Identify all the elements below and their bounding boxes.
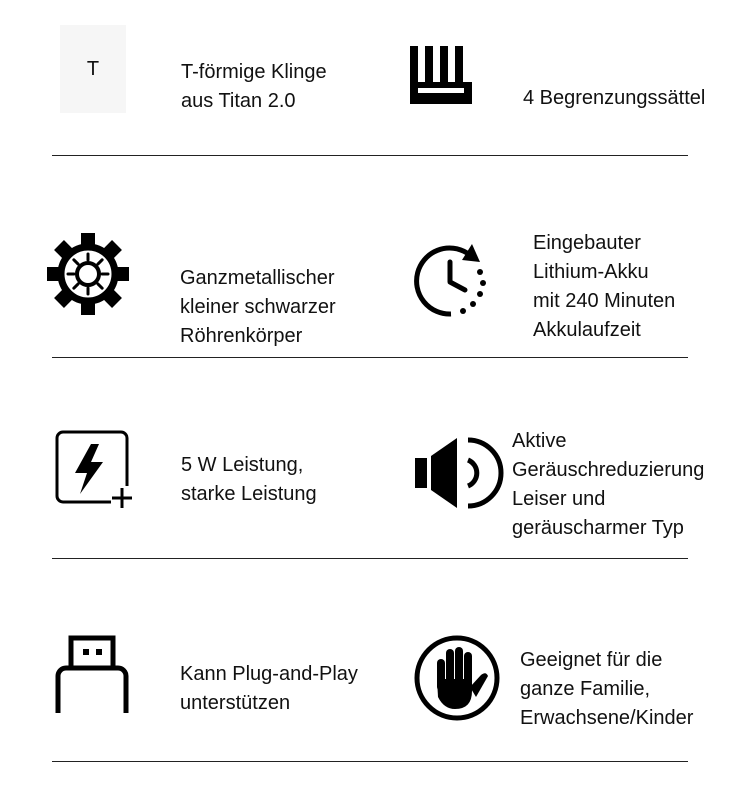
feature-line: Lithium-Akku xyxy=(533,261,649,283)
feature-line: ganze Familie, xyxy=(520,678,651,700)
row-divider xyxy=(52,155,688,156)
feature-line: mit 240 Minuten xyxy=(533,290,676,312)
lightning-power-icon xyxy=(53,430,133,510)
letter-t-icon xyxy=(60,25,126,113)
feature-line: Röhrenkörper xyxy=(180,325,303,347)
feature-battery-text xyxy=(533,229,675,345)
feature-line: 4 Begrenzungssättel xyxy=(523,87,706,109)
feature-line: Kann Plug-and-Play xyxy=(180,663,358,685)
feature-line: Akkulaufzeit xyxy=(533,319,641,341)
feature-line: Erwachsene/Kinder xyxy=(520,707,694,729)
row-divider xyxy=(52,761,688,762)
feature-power-text xyxy=(181,451,317,509)
feature-line: Eingebauter xyxy=(533,232,641,254)
feature-family-text xyxy=(520,646,693,733)
feature-blade-text xyxy=(181,58,327,116)
feature-line: Aktive xyxy=(512,430,567,452)
hand-stop-icon xyxy=(414,635,500,721)
feature-saddles-text xyxy=(523,84,705,113)
feature-usb-text xyxy=(180,660,358,718)
clock-charging-icon xyxy=(410,240,492,322)
feature-line: kleiner schwarzer xyxy=(180,296,336,318)
comb-teeth-icon xyxy=(410,46,472,104)
feature-line: 5 W Leistung, xyxy=(181,454,304,476)
feature-line: Geeignet für die xyxy=(520,649,663,671)
row-divider xyxy=(52,558,688,559)
gear-sun-icon xyxy=(46,232,130,316)
usb-plug-icon xyxy=(55,634,129,714)
icon-letter: T xyxy=(86,57,100,80)
speaker-icon xyxy=(413,432,505,514)
feature-line: T-förmige Klinge xyxy=(181,61,327,83)
feature-body-text xyxy=(180,264,336,351)
feature-noise-text xyxy=(512,427,704,543)
feature-line: unterstützen xyxy=(180,692,291,714)
row-divider xyxy=(52,357,688,358)
feature-line: Leiser und xyxy=(512,488,606,510)
feature-line: Geräuschreduzierung xyxy=(512,459,705,481)
feature-line: geräuscharmer Typ xyxy=(512,517,684,539)
feature-line: starke Leistung xyxy=(181,483,317,505)
feature-line: Ganzmetallischer xyxy=(180,267,335,289)
feature-line: aus Titan 2.0 xyxy=(181,90,296,112)
